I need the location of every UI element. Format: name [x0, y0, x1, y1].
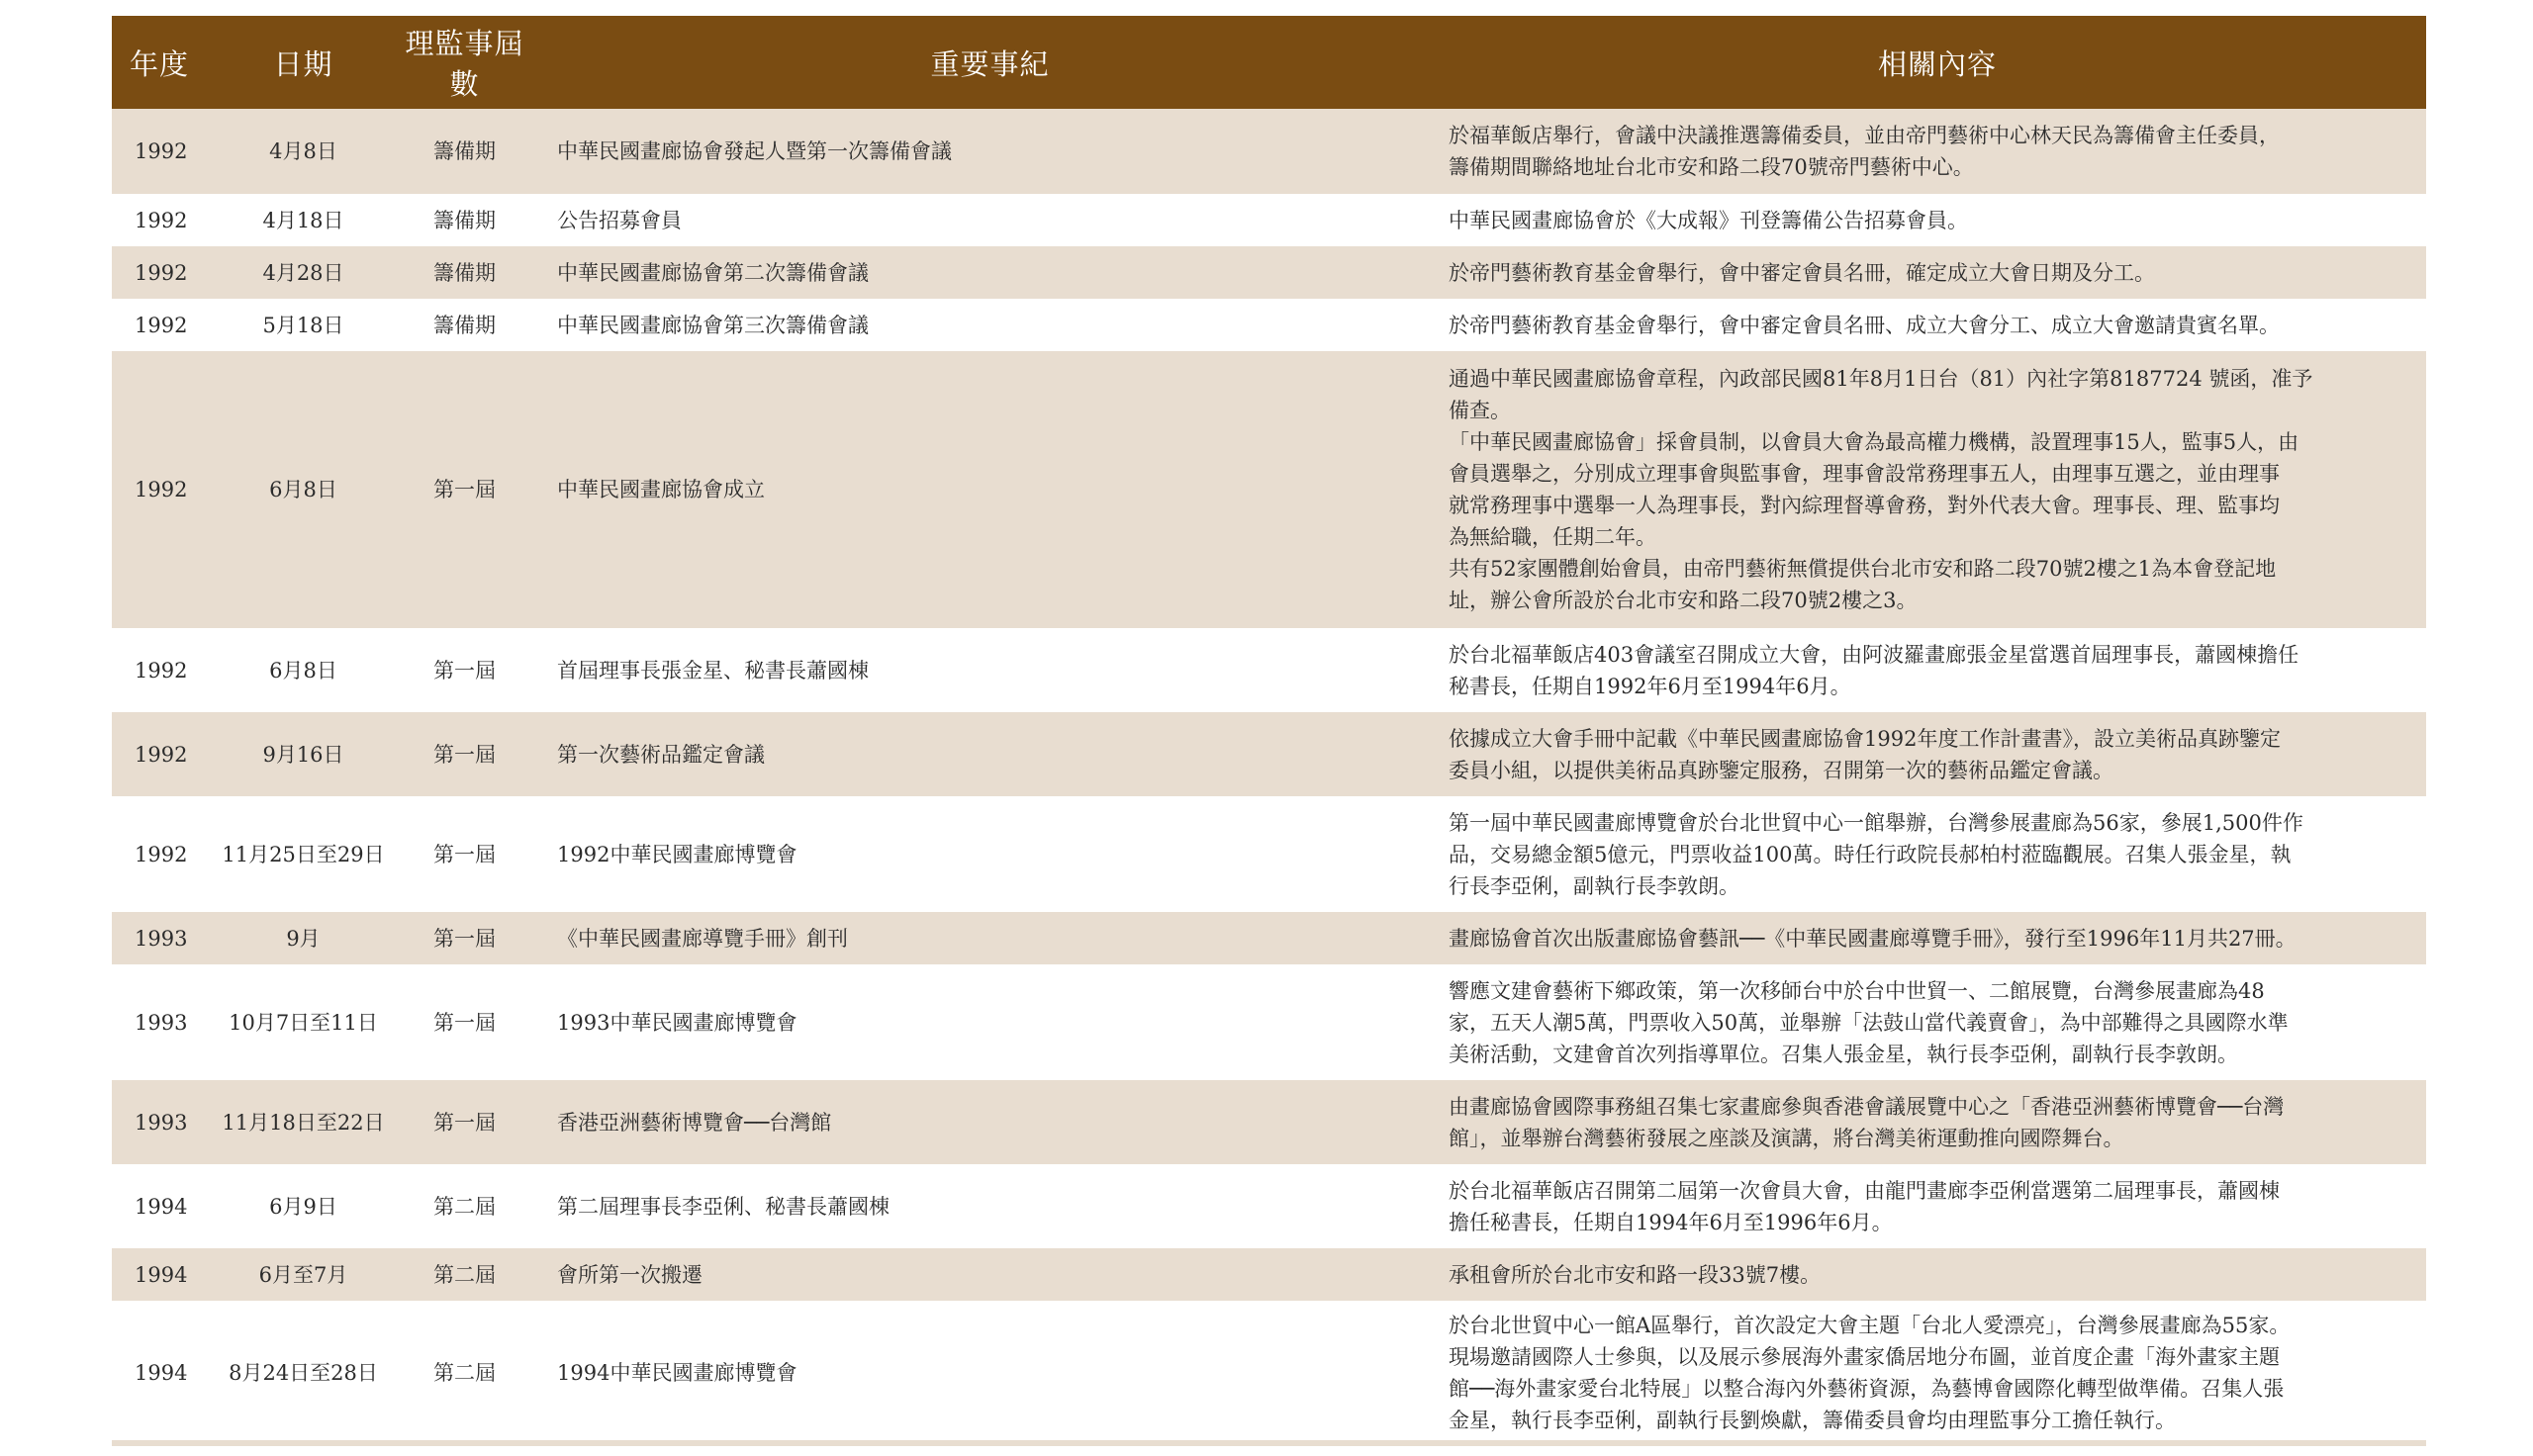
- cell-term: 籌備期: [398, 194, 531, 246]
- cell-date: 4月8日: [209, 109, 398, 194]
- detail-line: 館──海外畫家愛台北特展」以整合海內外藝術資源，為藝博會國際化轉型做準備。召集人張: [1449, 1377, 2285, 1401]
- detail-line: 備查。: [1449, 399, 1511, 422]
- table-row: [112, 912, 2426, 964]
- detail-line: 家，五天人潮5萬，門票收入50萬，並舉辦「法鼓山當代義賣會」，為中部難得之具國際水準: [1449, 1010, 2289, 1035]
- header-year: 年度: [112, 16, 209, 109]
- cell-detail: [1449, 712, 2426, 796]
- cell-year: 1993: [112, 1080, 209, 1164]
- detail-line: 為無給職，任期二年。: [1449, 525, 1656, 549]
- detail-line: 於台北福華飯店召開第二屆第一次會員大會，由龍門畫廊李亞俐當選第二屆理事長，蕭國棟: [1449, 1178, 2280, 1203]
- cell-year: 1994: [112, 1301, 209, 1445]
- table-row: [112, 246, 2426, 299]
- cell-event: 香港亞洲藝術博覽會──台灣館: [531, 1080, 1449, 1164]
- cell-year: 1992: [112, 109, 209, 194]
- cell-term: 第一屆: [398, 1080, 531, 1164]
- cell-detail: [1449, 1164, 2426, 1248]
- header-row: [112, 16, 2426, 109]
- table-row: [112, 194, 2426, 246]
- cell-date: 5月18日: [209, 299, 398, 351]
- cell-event: 公告招募會員: [531, 194, 1449, 246]
- cell-event: 中華民國畫廊協會第二次籌備會議: [531, 246, 1449, 299]
- detail-line: 由畫廊協會國際事務組召集七家畫廊參與香港會議展覽中心之「香港亞洲藝術博覽會──台灣: [1449, 1094, 2285, 1119]
- cell-term: 第一屆: [398, 796, 531, 912]
- table-row: [112, 796, 2426, 912]
- cell-event: 中華民國畫廊協會第三次籌備會議: [531, 299, 1449, 351]
- table-row: [112, 109, 2426, 194]
- detail-line: 金星，執行長李亞俐，副執行長劉煥獻，籌備委員會均由理監事分工擔任執行。: [1449, 1409, 2176, 1432]
- table-row: [112, 712, 2426, 796]
- table-row: [112, 628, 2426, 712]
- table-row: [112, 299, 2426, 351]
- detail-line: 通過中華民國畫廊協會章程，內政部民國81年8月1日台（81）內社字第8187724 號函，准予: [1449, 367, 2313, 391]
- detail-line: 中華民國畫廊協會於《大成報》刊登籌備公告招募會員。: [1449, 208, 1968, 232]
- cell-year: 1994: [112, 1248, 209, 1301]
- table-bottom-edge: [112, 1440, 2426, 1446]
- chronicle-table-container: [112, 16, 2426, 1445]
- table-row: [112, 351, 2426, 628]
- cell-term: 第二屆: [398, 1248, 531, 1301]
- detail-line: 館」，並舉辦台灣藝術發展之座談及演講，將台灣美術運動推向國際舞台。: [1449, 1126, 2124, 1150]
- cell-year: 1992: [112, 194, 209, 246]
- cell-event: 1993中華民國畫廊博覽會: [531, 964, 1449, 1080]
- cell-detail: [1449, 1080, 2426, 1164]
- cell-detail: [1449, 912, 2426, 964]
- cell-date: 6月8日: [209, 351, 398, 628]
- cell-event: 1994中華民國畫廊博覽會: [531, 1301, 1449, 1445]
- cell-event: 《中華民國畫廊導覽手冊》創刊: [531, 912, 1449, 964]
- cell-date: 6月9日: [209, 1164, 398, 1248]
- header-date: 日期: [209, 16, 398, 109]
- detail-line: 擔任秘書長，任期自1994年6月至1996年6月。: [1449, 1210, 1893, 1234]
- header-detail: 相關內容: [1449, 16, 2426, 109]
- table-row: [112, 1301, 2426, 1445]
- cell-year: 1992: [112, 299, 209, 351]
- cell-date: 9月: [209, 912, 398, 964]
- cell-term: 第一屆: [398, 964, 531, 1080]
- detail-line: 於帝門藝術教育基金會舉行，會中審定會員名冊、成立大會分工、成立大會邀請貴賓名單。: [1449, 313, 2280, 337]
- detail-line: 於帝門藝術教育基金會舉行，會中審定會員名冊，確定成立大會日期及分工。: [1449, 260, 2155, 285]
- cell-date: 6月至7月: [209, 1248, 398, 1301]
- detail-line: 依據成立大會手冊中記載《中華民國畫廊協會1992年度工作計畫書》，設立美術品真跡鑒定: [1449, 726, 2281, 751]
- detail-line: 品，交易總金額5億元，門票收益100萬。時任行政院長郝柏村蒞臨觀展。召集人張金星，執: [1449, 842, 2292, 866]
- cell-year: 1994: [112, 1164, 209, 1248]
- cell-detail: [1449, 194, 2426, 246]
- detail-line: 就常務理事中選舉一人為理事長，對內綜理督導會務，對外代表大會。理事長、理、監事均: [1449, 494, 2280, 517]
- cell-term: 籌備期: [398, 109, 531, 194]
- detail-line: 行長李亞俐，副執行長李敦朗。: [1449, 873, 1739, 898]
- table-body: [112, 109, 2426, 1445]
- table-row: [112, 1080, 2426, 1164]
- detail-line: 會員選舉之，分別成立理事會與監事會，理事會設常務理事五人，由理事互選之，並由理事: [1449, 462, 2280, 486]
- cell-date: 4月18日: [209, 194, 398, 246]
- detail-line: 共有52家團體創始會員，由帝門藝術無償提供台北市安和路二段70號2樓之1為本會登記地: [1449, 557, 2277, 581]
- cell-detail: [1449, 351, 2426, 628]
- detail-line: 秘書長，任期自1992年6月至1994年6月。: [1449, 674, 1851, 698]
- cell-year: 1993: [112, 912, 209, 964]
- cell-event: 首屆理事長張金星、秘書長蕭國棟: [531, 628, 1449, 712]
- table-header: [112, 16, 2426, 109]
- table-row: [112, 1164, 2426, 1248]
- cell-date: 10月7日至11日: [209, 964, 398, 1080]
- cell-year: 1993: [112, 964, 209, 1080]
- cell-term: 第一屆: [398, 712, 531, 796]
- header-event: 重要事紀: [531, 16, 1449, 109]
- cell-detail: [1449, 246, 2426, 299]
- cell-year: 1992: [112, 246, 209, 299]
- cell-term: 籌備期: [398, 299, 531, 351]
- cell-term: 第一屆: [398, 912, 531, 964]
- cell-date: 11月25日至29日: [209, 796, 398, 912]
- cell-year: 1992: [112, 351, 209, 628]
- detail-line: 址，辦公會所設於台北市安和路二段70號2樓之3。: [1449, 589, 1918, 612]
- cell-event: 會所第一次搬遷: [531, 1248, 1449, 1301]
- cell-date: 4月28日: [209, 246, 398, 299]
- cell-date: 9月16日: [209, 712, 398, 796]
- cell-event: 第一次藝術品鑑定會議: [531, 712, 1449, 796]
- cell-term: 第二屆: [398, 1164, 531, 1248]
- detail-line: 畫廊協會首次出版畫廊協會藝訊──《中華民國畫廊導覽手冊》，發行至1996年11月共27冊。: [1449, 926, 2297, 951]
- cell-date: 11月18日至22日: [209, 1080, 398, 1164]
- cell-detail: [1449, 1301, 2426, 1445]
- cell-event: 中華民國畫廊協會成立: [531, 351, 1449, 628]
- cell-year: 1992: [112, 628, 209, 712]
- cell-term: 籌備期: [398, 246, 531, 299]
- cell-detail: [1449, 1248, 2426, 1301]
- cell-date: 8月24日至28日: [209, 1301, 398, 1445]
- cell-detail: [1449, 299, 2426, 351]
- cell-detail: [1449, 796, 2426, 912]
- cell-year: 1992: [112, 796, 209, 912]
- cell-event: 1992中華民國畫廊博覽會: [531, 796, 1449, 912]
- cell-detail: [1449, 628, 2426, 712]
- table-row: [112, 964, 2426, 1080]
- detail-line: 籌備期間聯絡地址台北市安和路二段70號帝門藝術中心。: [1449, 155, 1974, 179]
- cell-year: 1992: [112, 712, 209, 796]
- table-row: [112, 1248, 2426, 1301]
- detail-line: 「中華民國畫廊協會」採會員制，以會員大會為最高權力機構，設置理事15人，監事5人，由: [1449, 430, 2299, 454]
- detail-line: 於台北福華飯店403會議室召開成立大會，由阿波羅畫廊張金星當選首屆理事長，蕭國棟擔任: [1449, 642, 2299, 667]
- cell-term: 第二屆: [398, 1301, 531, 1445]
- cell-detail: [1449, 109, 2426, 194]
- detail-line: 第一屆中華民國畫廊博覽會於台北世貿中心一館舉辦，台灣參展畫廊為56家，參展1,500件作: [1449, 810, 2303, 835]
- cell-event: 中華民國畫廊協會發起人暨第一次籌備會議: [531, 109, 1449, 194]
- cell-event: 第二屆理事長李亞俐、秘書長蕭國棟: [531, 1164, 1449, 1248]
- detail-line: 於台北世貿中心一館A區舉行，首次設定大會主題「台北人愛漂亮」，台灣參展畫廊為55家。: [1449, 1314, 2291, 1337]
- chronicle-table: [112, 16, 2426, 1445]
- cell-detail: [1449, 964, 2426, 1080]
- detail-line: 委員小組，以提供美術品真跡鑒定服務，召開第一次的藝術品鑑定會議。: [1449, 758, 2113, 782]
- detail-line: 於福華飯店舉行，會議中決議推選籌備委員，並由帝門藝術中心林天民為籌備會主任委員，: [1449, 124, 2280, 147]
- detail-line: 美術活動，文建會首次列指導單位。召集人張金星，執行長李亞俐，副執行長李敦朗。: [1449, 1042, 2238, 1066]
- header-term: 理監事屆數: [398, 16, 531, 109]
- cell-term: 第一屆: [398, 628, 531, 712]
- detail-line: 響應文建會藝術下鄉政策，第一次移師台中於台中世貿一、二館展覽，台灣參展畫廊為48: [1449, 978, 2265, 1003]
- detail-line: 現場邀請國際人士參與，以及展示參展海外畫家僑居地分布圖，並首度企畫「海外畫家主題: [1449, 1345, 2280, 1369]
- detail-line: 承租會所於台北市安和路一段33號7樓。: [1449, 1262, 1822, 1287]
- cell-term: 第一屆: [398, 351, 531, 628]
- cell-date: 6月8日: [209, 628, 398, 712]
